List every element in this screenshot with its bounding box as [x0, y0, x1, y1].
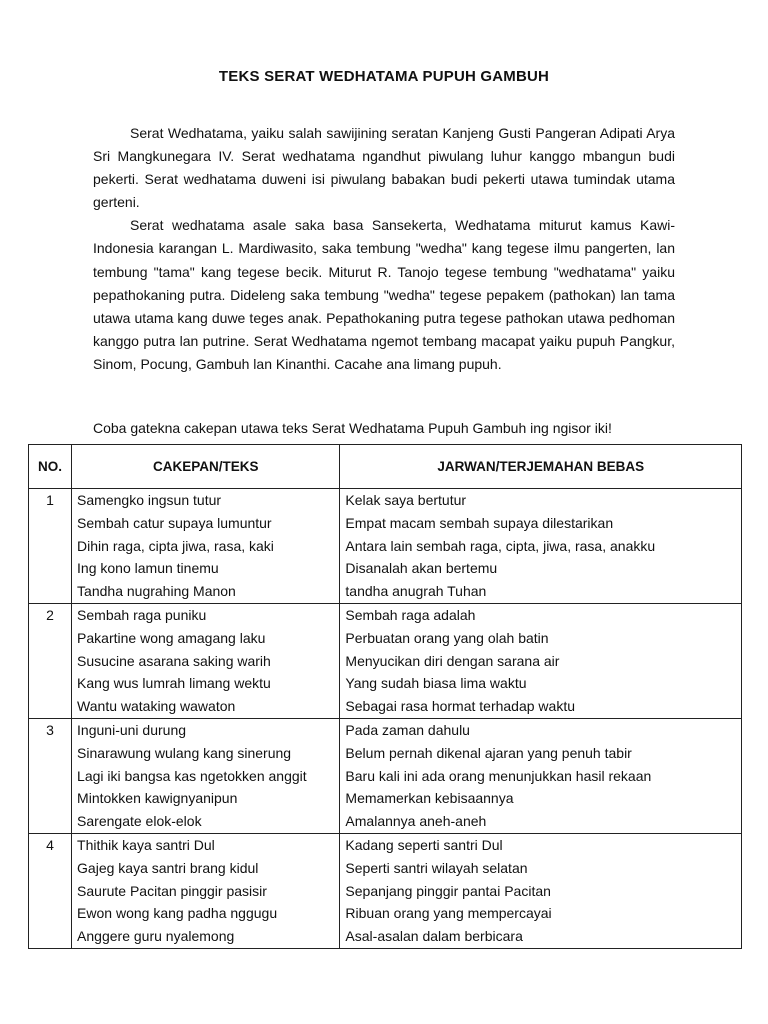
jarwan-line: Pada zaman dahulu — [345, 721, 470, 738]
jarwan-line: Ribuan orang yang mempercayai — [345, 905, 552, 922]
jarwan-line: Yang sudah biasa lima waktu — [345, 675, 527, 692]
jarwan-cell — [340, 833, 742, 948]
cakepan-line: Gajeg kaya santri brang kidul — [77, 859, 259, 876]
cakepan-line: Sarengate elok-elok — [77, 813, 202, 830]
jarwan-line: Sembah raga adalah — [345, 606, 476, 623]
cakepan-line: Ing kono lamun tinemu — [77, 560, 219, 577]
cakepan-line: Tandha nugrahing Manon — [77, 583, 236, 600]
table-row — [29, 833, 742, 948]
cakepan-line: Saurute Pacitan pinggir pasisir — [77, 882, 267, 899]
cakepan-line: Samengko ingsun tutur — [77, 492, 222, 508]
header-cakepan: CAKEPAN/TEKS — [72, 445, 340, 489]
cakepan-cell — [72, 603, 340, 718]
cakepan-line: Anggere guru nyalemong — [77, 928, 235, 945]
paragraph-2: Serat wedhatama asale saka basa Sansekerta, Wedhatama miturut kamus Kawi-Indonesia karangan L. Mardiwasito, saka tembung "wedha" kang tegese ilmu pangerten, lan tembung "tama" kang tegese becik. Miturut R. Tanojo tegese tembung "wedhatama" yaiku pepathokaning putra. Dideleng saka tembung "wedha" tegese pepakem (pathokan) lan tama utawa utama kang duwe teges anak. Pepathokaning putra tegese pathokan utawa pedhoman kanggo putra lan putrine. Serat Wedhatama ngemot tembang macapat yaiku pupuh Pangkur, Sinom, Pocung, Gambuh lan Kinanthi. Cacahe ana limang pupuh. — [93, 217, 675, 372]
jarwan-line: Belum pernah dikenal ajaran yang penuh tabir — [345, 744, 632, 761]
jarwan-line: Perbuatan orang yang olah batin — [345, 629, 549, 646]
intro-sentence: Coba gatekna cakepan utawa teks Serat Wedhatama Pupuh Gambuh ing ngisor iki! — [93, 420, 612, 436]
verse-number-cell — [29, 603, 72, 718]
jarwan-line: Kelak saya bertutur — [345, 492, 467, 508]
verse-number: 3 — [46, 721, 54, 738]
jarwan-cell — [340, 489, 742, 604]
cakepan-line: Sembah raga puniku — [77, 606, 207, 623]
cakepan-line: Pakartine wong amagang laku — [77, 629, 266, 646]
page-title: TEKS SERAT WEDHATAMA PUPUH GAMBUH — [218, 68, 550, 85]
jarwan-line: Kadang seperti santri Dul — [345, 836, 503, 853]
cakepan-line: Wantu wataking wawaton — [77, 698, 236, 715]
jarwan-line: Antara lain sembah raga, cipta, jiwa, rasa, anakku — [345, 537, 656, 554]
jarwan-line: tandha anugrah Tuhan — [345, 583, 487, 600]
cakepan-line: Kang wus lumrah limang wektu — [77, 675, 271, 692]
cakepan-line: Inguni-uni durung — [77, 721, 187, 738]
jarwan-cell — [340, 603, 742, 718]
cakepan-line: Lagi iki bangsa kas ngetokken anggit — [77, 767, 307, 784]
paragraph-1: Serat Wedhatama, yaiku salah sawijining seratan Kanjeng Gusti Pangeran Adipati Arya Sri Mangkunegara IV. Serat wedhatama ngandhut piwulang luhur kanggo mbangun budi pekerti. Serat wedhatama duweni isi piwulang babakan budi pekerti utawa tumindak utama gerteni. — [93, 125, 675, 211]
verse-table — [28, 444, 742, 949]
verse-number-cell — [29, 833, 72, 948]
header-no: NO. — [29, 445, 72, 489]
jarwan-cell — [340, 718, 742, 833]
verse-number-cell — [29, 489, 72, 604]
jarwan-line: Empat macam sembah supaya dilestarikan — [345, 514, 614, 531]
verse-number: 2 — [46, 606, 54, 623]
jarwan-line: Amalannya aneh-aneh — [345, 813, 487, 830]
jarwan-line: Baru kali ini ada orang menunjukkan hasil rekaan — [345, 767, 652, 784]
jarwan-line: Seperti santri wilayah selatan — [345, 859, 528, 876]
cakepan-line: Mintokken kawignyanipun — [77, 790, 238, 807]
jarwan-line: Disanalah akan bertemu — [345, 560, 498, 577]
jarwan-line: Sepanjang pinggir pantai Pacitan — [345, 882, 551, 899]
body-text — [93, 122, 675, 376]
cakepan-cell — [72, 833, 340, 948]
jarwan-line: Asal-asalan dalam berbicara — [345, 928, 523, 945]
jarwan-line: Memamerkan kebisaannya — [345, 790, 514, 807]
cakepan-line: Sembah catur supaya lumuntur — [77, 514, 272, 531]
cakepan-line: Thithik kaya santri Dul — [77, 836, 215, 853]
verse-number: 4 — [46, 836, 54, 853]
cakepan-line: Ewon wong kang padha nggugu — [77, 905, 278, 922]
cakepan-line: Sinarawung wulang kang sinerung — [77, 744, 292, 761]
cakepan-cell — [72, 718, 340, 833]
verse-number: 1 — [46, 492, 54, 508]
table-row — [29, 718, 742, 833]
header-jarwan: JARWAN/TERJEMAHAN BEBAS — [340, 445, 742, 489]
jarwan-line: Menyucikan diri dengan sarana air — [345, 652, 560, 669]
jarwan-line: Sebagai rasa hormat terhadap waktu — [345, 698, 576, 715]
table-row — [29, 603, 742, 718]
verse-number-cell — [29, 718, 72, 833]
cakepan-line: Susucine asarana saking warih — [77, 652, 271, 669]
cakepan-line: Dihin raga, cipta jiwa, rasa, kaki — [77, 537, 274, 554]
cakepan-cell — [72, 489, 340, 604]
table-header-row — [29, 445, 742, 489]
table-row — [29, 489, 742, 604]
